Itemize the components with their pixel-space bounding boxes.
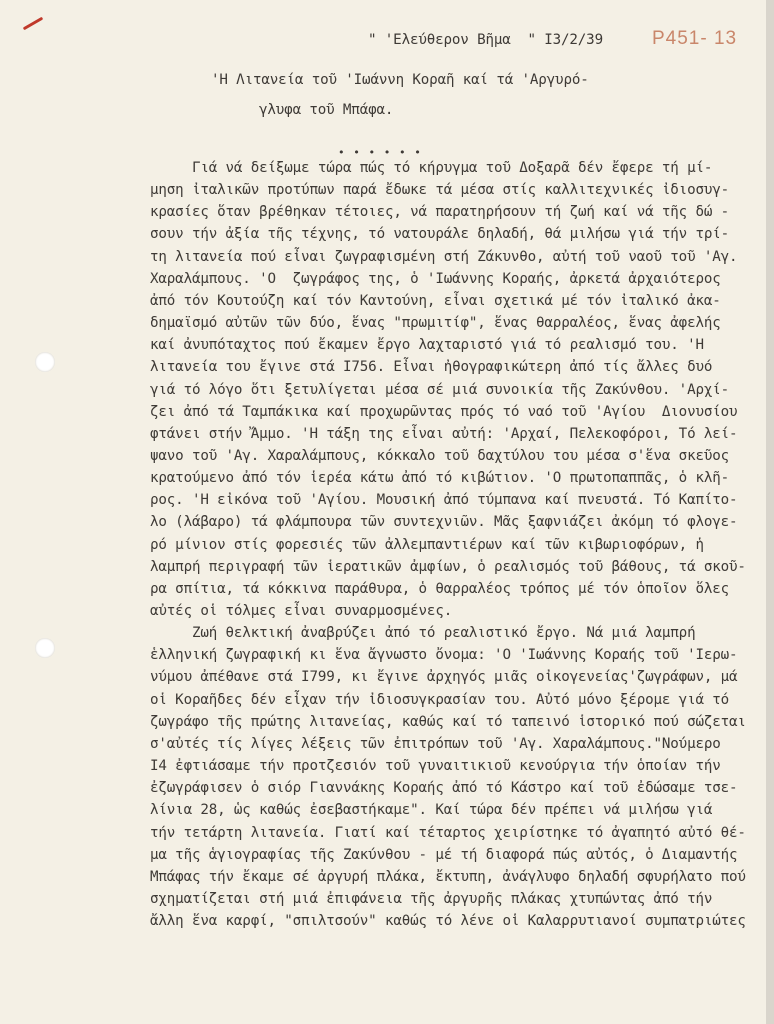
body-text-line: σουν τήν ἀξία τῆς τέχνης, τό νατουράλε δηλαδή, θά μιλήσω γιά τήν τρί- [150, 226, 730, 243]
body-text-line: λο (λάβαρο) τά φλάμπουρα τῶν συντεχνιῶν. Μᾶς ξαφνιάζει ἀκόμη τό φλογε- [150, 514, 738, 531]
body-text-line: ἑλληνική ζωγραφική κι ἕνα ἄγνωστο ὄνομα: 'Ο 'Ιωάννης Κοραής τοῦ 'Ιερω- [150, 647, 738, 664]
body-text-line: Χαραλάμπους. 'Ο ζωγράφος της, ὁ 'Ιωάννης Κοραής, ἀρκετά ἀρχαιότερος [150, 270, 721, 287]
body-text-line: κρασίες ὅταν βρέθηκαν τέτοιες, νά παρατηρήσουν τή ζωή καί νά τῆς δώ - [150, 204, 730, 221]
body-text-line: μα τῆς ἁγιογραφίας τῆς Ζακύνθου - μέ τή διαφορά πώς αὐτός, ὁ Διαμαντής [150, 846, 738, 863]
body-text-line: ἀπό τόν Κουτούζη καί τόν Καντούνη, εἶναι σχετικά μέ τόν ἰταλικό ἀκα- [150, 292, 721, 309]
title-line-1: 'Η Λιτανεία τοῦ 'Ιωάννη Κοραῆ καί τά 'Αργυρό- [211, 72, 589, 88]
body-text-line: σχηματίζεται στή μιά ἐπιφάνεια τῆς ἀργυρῆς πλάκας χτυπώντας ἀπό τήν [150, 890, 713, 907]
body-text-line: ἄλλη ἕνα καρφί, "σπιλτσούν" καθώς τό λένε οἱ Καλαρρυτιανοί συμπατριώτες [150, 913, 746, 930]
body-text-line: δημαϊσμό αὐτῶν τῶν δύο, ἕνας "πρωμιτίφ", ἕνας θαρραλέος, ἕνας ἀφελής [150, 315, 721, 332]
body-text-line: μηση ἰταλικῶν προτύπων παρά ἔδωκε τά μέσα στίς καλλιτεχνικές ἰδιοσυγ- [150, 182, 730, 199]
body-text-line: λίνια 28, ὡς καθώς ἐσεβαστήκαμε". Καί τώρα δέν πρέπει νά μιλήσω γιά [150, 802, 713, 819]
punch-hole [35, 352, 55, 372]
body-text-line: Ζωή θελκτική ἀναβρύζει ἀπό τό ρεαλιστικό ἔργο. Νά μιά λαμπρή [150, 625, 696, 642]
body-text-line: σ'αὐτές τίς λίγες λέξεις τῶν ἐπιτρόπων τοῦ 'Αγ. Χαραλάμπους."Νούμερο [150, 735, 721, 752]
body-text-line: ἐζωγράφισεν ὁ σιόρ Γιαννάκης Κοραής ἀπό τό Κάστρο καί τοῦ ἐδώσαμε τσε- [150, 780, 738, 797]
body-text-line: γιά τό λόγο ὅτι ξετυλίγεται μέσα σέ μιά συνοικία τῆς Ζακύνθου. 'Αρχί- [150, 381, 730, 398]
body-text-line: λιτανεία του ἔγινε στά Ι756. Εἶναι ἠθογραφικώτερη ἀπό τίς ἄλλες δυό [150, 359, 713, 376]
body-text-line: τη λιτανεία πού εἶναι ζωγραφισμένη στή Ζάκυνθο, αὐτή τοῦ ναοῦ τοῦ 'Αγ. [150, 248, 738, 265]
body-text-line: ζωγράφο τῆς πρώτης λιτανείας, καθώς καί τό ταπεινό ἱστορικό πού σώζεται [150, 713, 746, 730]
source-line: " 'Ελεύθερον Βῆμα " Ι3/2/39 [368, 32, 603, 48]
body-text-line: ρό μίνιον στίς φορεσιές τῶν ἀλλεμπαντιέρων καί τῶν κιβωριοφόρων, ἡ [150, 536, 704, 553]
page-edge [766, 0, 774, 1024]
body-text-line: ρος. 'Η εἰκόνα τοῦ 'Αγίου. Μουσική ἀπό τύμπανα καί πνευστά. Τό Καπίτο- [150, 492, 738, 509]
body-text-line: Μπάφας τήν ἔκαμε σέ ἀργυρή πλάκα, ἔκτυπη, ἀνάγλυφο δηλαδή σφυρήλατο πού [150, 868, 746, 885]
body-text-line: οἱ Κοραῆδες δέν εἶχαν τήν ἰδιοσυγκρασίαν του. Αὐτό μόνο ξέρομε γιά τό [150, 691, 730, 708]
body-text-line: Ι4 ἐφτιάσαμε τήν προτζεσιόν τοῦ γυναιτικιοῦ κενούργια τήν ὁποίαν τήν [150, 758, 721, 775]
body-text-line: καί ἀνυπόταχτος πού ἔκαμεν ἔργο λαχταριστό γιά τό ρεαλισμό του. 'Η [150, 337, 704, 354]
body-text-line: ζει ἀπό τά Ταμπάκικα καί προχωρῶντας πρός τό ναό τοῦ 'Αγίου Διονυσίου [150, 403, 738, 420]
body-text-line: ρα σπίτια, τά κόκκινα παράθυρα, ὁ θαρραλέος τρόπος μέ τόν ὁποῖον ὅλες [150, 580, 730, 597]
body-text-line: νύμου ἀπέθανε στά Ι799, κι ἔγινε ἀρχηγός μιᾶς οἰκογενείας'ζωγράφων, μά [150, 669, 738, 686]
body-text-line: λαμπρή περιγραφή τῶν ἱερατικῶν ἀμφίων, ὁ ρεαλισμός τοῦ βάθους, τά σκοῦ- [150, 558, 746, 575]
body-text-line: αὐτές οἱ τόλμες εἶναι συναρμοσμένες. [150, 603, 453, 619]
punch-hole [35, 638, 55, 658]
body-text-line: τήν τετάρτη λιτανεία. Γιατί καί τέταρτος χειρίστηκε τό ἀγαπητό αὐτό θέ- [150, 824, 746, 841]
archive-number-handwritten: Ρ451- 13 [652, 28, 738, 49]
body-text-line: κρατούμενο ἀπό τόν ἱερέα κάτω ἀπό τό κιβώτιον. 'Ο πρωτοπαππᾶς, ὁ κλῆ- [150, 470, 730, 487]
title-line-2: γλυφα τοῦ Μπάφα. [259, 102, 394, 118]
body-text-line: Γιά νά δείξωμε τώρα πώς τό κήρυγμα τοῦ Δοξαρᾶ δέν ἔφερε τή μί- [150, 160, 713, 176]
body-text-line: ψανο τοῦ 'Αγ. Χαραλάμπους, κόκκαλο τοῦ δαχτύλου του μέσα σ'ἕνα σκεῦος [150, 447, 730, 464]
body-text-line: φτάνει στήν Ἄμμο. 'Η τάξη της εἶναι αὐτή: 'Αρχαί, Πελεκοφόροι, Τό λεί- [150, 425, 738, 442]
section-separator: • • • • • • [338, 146, 422, 159]
